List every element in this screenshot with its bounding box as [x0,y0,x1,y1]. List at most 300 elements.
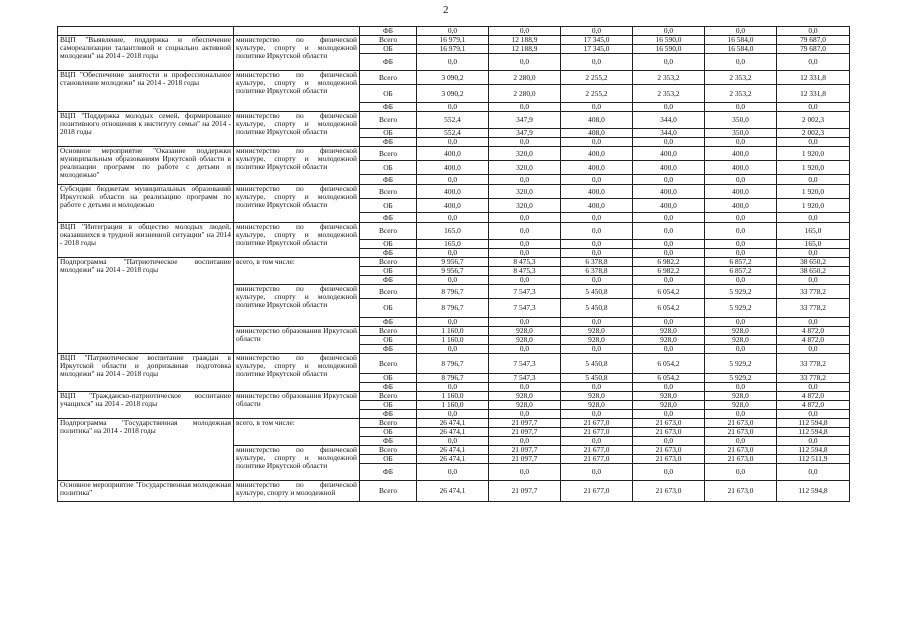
year-value-cell: 3 090,2 [417,71,489,85]
year-value-cell: 17 345,0 [561,36,633,45]
budget-table-body [58,27,850,502]
year-value-cell: 21 673,0 [633,428,705,437]
total-value-cell: 165,0 [777,240,850,249]
program-name-cell: Основное мероприятие "Оказание поддержки муниципальным образованиям Иркутской области в реализации программ по работе с детьми и молодежью" [58,147,234,185]
year-value-cell: 7 547,3 [489,285,561,299]
year-value-cell: 26 474,1 [417,455,489,464]
year-value-cell: 408,0 [561,112,633,129]
total-value-cell: 0,0 [777,276,850,285]
table-row [58,112,850,129]
year-value-cell: 928,0 [561,336,633,345]
year-value-cell: 6 982,2 [633,258,705,267]
total-value-cell: 0,0 [777,345,850,354]
program-name-cell: ВЦП "Интеграция в общество молодых людей, оказавшихся в трудной жизненной ситуации" на 2014 - 2018 годы [58,223,234,258]
year-value-cell: 408,0 [561,129,633,138]
page-number: 2 [443,4,449,16]
year-value-cell: 21 677,0 [561,428,633,437]
year-value-cell: 5 450,8 [561,374,633,383]
total-value-cell: 2 002,3 [777,129,850,138]
year-value-cell: 400,0 [417,185,489,199]
year-value-cell: 0,0 [633,103,705,112]
total-value-cell: 1 920,0 [777,161,850,175]
year-value-cell: 0,0 [633,223,705,240]
year-value-cell: 0,0 [705,27,777,36]
funding-source-cell: ОБ [360,299,417,318]
year-value-cell: 0,0 [489,345,561,354]
total-value-cell: 112 594,8 [777,419,850,428]
year-value-cell: 928,0 [489,327,561,336]
total-value-cell: 0,0 [777,318,850,327]
program-name-cell: Подпрограмма "Патриотическое воспитание молодежи" на 2014 - 2018 годы [58,258,234,354]
year-value-cell: 0,0 [633,138,705,147]
year-value-cell: 0,0 [561,138,633,147]
year-value-cell: 0,0 [633,318,705,327]
year-value-cell: 0,0 [705,175,777,185]
funding-source-cell: Всего [360,354,417,374]
year-value-cell: 6 054,2 [633,374,705,383]
year-value-cell: 0,0 [705,223,777,240]
funding-source-cell: ФБ [360,318,417,327]
total-value-cell: 33 778,2 [777,374,850,383]
year-value-cell: 400,0 [633,185,705,199]
year-value-cell: 0,0 [561,27,633,36]
year-value-cell: 8 796,7 [417,285,489,299]
year-value-cell: 2 353,2 [633,71,705,85]
year-value-cell: 0,0 [489,318,561,327]
total-value-cell: 4 872,0 [777,327,850,336]
year-value-cell: 16 590,0 [633,45,705,54]
year-value-cell: 0,0 [417,213,489,223]
responsible-executor-cell: министерство образования Иркутской области [234,327,360,354]
year-value-cell: 928,0 [705,401,777,410]
responsible-executor-cell: министерство по физической культуре, спорту и молодежной политике Иркутской области [234,36,360,71]
total-value-cell: 1 920,0 [777,185,850,199]
program-name-cell: ВЦП "Патриотическое воспитание граждан в Иркутской области и допризывная подготовка молодежи" на 2014 - 2018 годы [58,354,234,392]
year-value-cell: 0,0 [633,383,705,392]
responsible-executor-cell [234,27,360,36]
year-value-cell: 16 979,1 [417,36,489,45]
year-value-cell: 0,0 [705,437,777,446]
year-value-cell: 0,0 [561,410,633,419]
year-value-cell: 0,0 [417,410,489,419]
table-row [58,392,850,401]
year-value-cell: 347,9 [489,112,561,129]
year-value-cell: 0,0 [705,249,777,258]
year-value-cell: 320,0 [489,185,561,199]
funding-source-cell: ФБ [360,464,417,481]
total-value-cell: 112 594,8 [777,428,850,437]
total-value-cell: 79 687,0 [777,45,850,54]
funding-source-cell: Всего [360,185,417,199]
year-value-cell: 0,0 [417,249,489,258]
year-value-cell: 0,0 [633,464,705,481]
year-value-cell: 3 090,2 [417,85,489,103]
year-value-cell: 21 673,0 [705,446,777,455]
year-value-cell: 928,0 [633,392,705,401]
year-value-cell: 6 378,8 [561,267,633,276]
year-value-cell: 16 584,0 [705,45,777,54]
funding-source-cell: Всего [360,419,417,428]
total-value-cell: 112 511,9 [777,455,850,464]
total-value-cell: 0,0 [777,410,850,419]
year-value-cell: 0,0 [417,138,489,147]
program-name-cell: Основное мероприятие "Государственная молодежная политика" [58,481,234,502]
year-value-cell: 21 677,0 [561,419,633,428]
program-name-cell: ВЦП "Гражданско-патриотическое воспитание учащихся" на 2014 - 2018 годы [58,392,234,419]
responsible-executor-cell: всего, в том числе: [234,419,360,446]
year-value-cell: 0,0 [705,138,777,147]
funding-source-cell: ОБ [360,428,417,437]
year-value-cell: 928,0 [489,392,561,401]
year-value-cell: 928,0 [561,392,633,401]
total-value-cell: 12 331,8 [777,85,850,103]
year-value-cell: 5 450,8 [561,299,633,318]
budget-table [57,26,850,502]
year-value-cell: 928,0 [489,336,561,345]
year-value-cell: 1 160,0 [417,327,489,336]
year-value-cell: 320,0 [489,147,561,161]
year-value-cell: 552,4 [417,129,489,138]
funding-source-cell: ФБ [360,175,417,185]
year-value-cell: 0,0 [489,464,561,481]
year-value-cell: 0,0 [489,410,561,419]
year-value-cell: 0,0 [561,223,633,240]
table-row [58,481,850,502]
total-value-cell: 4 872,0 [777,392,850,401]
year-value-cell: 2 353,2 [633,85,705,103]
total-value-cell: 0,0 [777,138,850,147]
table-row [58,71,850,85]
year-value-cell: 0,0 [561,437,633,446]
year-value-cell: 2 280,0 [489,71,561,85]
total-value-cell: 0,0 [777,27,850,36]
responsible-executor-cell: министерство по физической культуре, спорту и молодежной политике Иркутской области [234,112,360,147]
year-value-cell: 320,0 [489,161,561,175]
year-value-cell: 0,0 [705,318,777,327]
year-value-cell: 928,0 [633,401,705,410]
year-value-cell: 0,0 [561,54,633,71]
year-value-cell: 0,0 [489,54,561,71]
total-value-cell: 38 650,2 [777,258,850,267]
funding-source-cell: ОБ [360,129,417,138]
funding-source-cell: ОБ [360,161,417,175]
year-value-cell: 6 982,2 [633,267,705,276]
funding-source-cell: Всего [360,71,417,85]
year-value-cell: 12 188,9 [489,45,561,54]
year-value-cell: 0,0 [417,103,489,112]
total-value-cell: 0,0 [777,213,850,223]
total-value-cell: 0,0 [777,249,850,258]
year-value-cell: 0,0 [633,410,705,419]
total-value-cell: 38 650,2 [777,267,850,276]
year-value-cell: 2 280,0 [489,85,561,103]
year-value-cell: 0,0 [633,345,705,354]
year-value-cell: 0,0 [633,240,705,249]
year-value-cell: 0,0 [417,276,489,285]
year-value-cell: 0,0 [561,276,633,285]
funding-source-cell: Всего [360,285,417,299]
year-value-cell: 8 796,7 [417,354,489,374]
year-value-cell: 1 160,0 [417,392,489,401]
year-value-cell: 0,0 [561,464,633,481]
year-value-cell: 0,0 [705,240,777,249]
year-value-cell: 400,0 [705,185,777,199]
year-value-cell: 0,0 [561,175,633,185]
year-value-cell: 0,0 [705,103,777,112]
year-value-cell: 21 097,7 [489,455,561,464]
year-value-cell: 928,0 [705,336,777,345]
responsible-executor-cell: министерство по физической культуре, спорту и молодежной политике Иркутской области [234,71,360,112]
year-value-cell: 0,0 [489,437,561,446]
year-value-cell: 0,0 [489,249,561,258]
total-value-cell: 112 594,8 [777,446,850,455]
year-value-cell: 400,0 [561,185,633,199]
year-value-cell: 0,0 [489,240,561,249]
total-value-cell: 2 002,3 [777,112,850,129]
year-value-cell: 21 673,0 [633,419,705,428]
year-value-cell: 0,0 [633,213,705,223]
year-value-cell: 400,0 [705,147,777,161]
funding-source-cell: ОБ [360,85,417,103]
year-value-cell: 8 475,3 [489,267,561,276]
responsible-executor-cell: министерство по физической культуре, спорту и молодежной [234,481,360,502]
year-value-cell: 5 929,2 [705,374,777,383]
year-value-cell: 21 097,7 [489,481,561,502]
year-value-cell: 0,0 [561,249,633,258]
table-row [58,36,850,45]
year-value-cell: 928,0 [633,336,705,345]
year-value-cell: 8 475,3 [489,258,561,267]
total-value-cell: 0,0 [777,175,850,185]
year-value-cell: 400,0 [561,161,633,175]
year-value-cell: 0,0 [705,383,777,392]
total-value-cell: 79 687,0 [777,36,850,45]
table-row [58,258,850,267]
total-value-cell: 0,0 [777,437,850,446]
funding-source-cell: ОБ [360,240,417,249]
year-value-cell: 17 345,0 [561,45,633,54]
year-value-cell: 928,0 [489,401,561,410]
responsible-executor-cell: министерство по физической культуре, спорту и молодежной политике Иркутской области [234,223,360,258]
funding-source-cell: ФБ [360,27,417,36]
year-value-cell: 6 857,2 [705,267,777,276]
year-value-cell: 400,0 [561,147,633,161]
program-name-cell: Подпрограмма "Государственная молодежная политика" на 2014 - 2018 годы [58,419,234,481]
year-value-cell: 21 673,0 [705,419,777,428]
funding-source-cell: ОБ [360,336,417,345]
program-name-cell [58,27,234,36]
year-value-cell: 928,0 [561,327,633,336]
responsible-executor-cell: всего, в том числе: [234,258,360,285]
year-value-cell: 9 956,7 [417,267,489,276]
total-value-cell: 0,0 [777,464,850,481]
year-value-cell: 0,0 [705,213,777,223]
funding-source-cell: Всего [360,36,417,45]
year-value-cell: 6 054,2 [633,354,705,374]
year-value-cell: 400,0 [417,147,489,161]
funding-source-cell: ФБ [360,103,417,112]
year-value-cell: 344,0 [633,112,705,129]
year-value-cell: 2 255,2 [561,71,633,85]
year-value-cell: 0,0 [417,54,489,71]
year-value-cell: 6 857,2 [705,258,777,267]
funding-source-cell: ОБ [360,401,417,410]
total-value-cell: 4 872,0 [777,336,850,345]
year-value-cell: 26 474,1 [417,419,489,428]
funding-source-cell: ФБ [360,54,417,71]
year-value-cell: 1 160,0 [417,401,489,410]
year-value-cell: 0,0 [561,240,633,249]
year-value-cell: 0,0 [417,383,489,392]
year-value-cell: 0,0 [633,437,705,446]
year-value-cell: 400,0 [633,147,705,161]
year-value-cell: 347,9 [489,129,561,138]
funding-source-cell: ОБ [360,455,417,464]
year-value-cell: 400,0 [633,161,705,175]
year-value-cell: 0,0 [633,276,705,285]
funding-source-cell: Всего [360,223,417,240]
funding-source-cell: Всего [360,392,417,401]
total-value-cell: 0,0 [777,103,850,112]
year-value-cell: 0,0 [489,383,561,392]
year-value-cell: 0,0 [489,223,561,240]
funding-source-cell: ФБ [360,437,417,446]
year-value-cell: 0,0 [417,437,489,446]
year-value-cell: 0,0 [705,464,777,481]
table-row [58,185,850,199]
year-value-cell: 21 673,0 [705,481,777,502]
year-value-cell: 0,0 [489,138,561,147]
year-value-cell: 0,0 [633,249,705,258]
year-value-cell: 0,0 [633,175,705,185]
year-value-cell: 21 677,0 [561,446,633,455]
total-value-cell: 33 778,2 [777,285,850,299]
year-value-cell: 21 673,0 [705,455,777,464]
year-value-cell: 0,0 [489,175,561,185]
total-value-cell: 165,0 [777,223,850,240]
year-value-cell: 21 097,7 [489,428,561,437]
funding-source-cell: ОБ [360,199,417,213]
year-value-cell: 7 547,3 [489,354,561,374]
year-value-cell: 21 097,7 [489,446,561,455]
funding-source-cell: ФБ [360,383,417,392]
year-value-cell: 2 353,2 [705,71,777,85]
year-value-cell: 0,0 [489,213,561,223]
year-value-cell: 16 590,0 [633,36,705,45]
program-name-cell: ВЦП "Обеспечение занятости и профессиональное становление молодежи" на 2014 - 2018 годы [58,71,234,112]
program-name-cell: ВЦП "Выявление, поддержка и обеспечение самореализации талантливой и социально активной молодежи" на 2014 - 2018 годы [58,36,234,71]
funding-source-cell: Всего [360,112,417,129]
year-value-cell: 400,0 [705,199,777,213]
year-value-cell: 16 584,0 [705,36,777,45]
year-value-cell: 7 547,3 [489,374,561,383]
year-value-cell: 165,0 [417,240,489,249]
year-value-cell: 320,0 [489,199,561,213]
year-value-cell: 5 450,8 [561,354,633,374]
year-value-cell: 0,0 [561,345,633,354]
program-name-cell: ВЦП "Поддержка молодых семей, формирование позитивного отношения к институту семьи" на 2014 - 2018 годы [58,112,234,147]
table-row [58,27,850,36]
year-value-cell: 928,0 [633,327,705,336]
funding-source-cell: ФБ [360,138,417,147]
year-value-cell: 350,0 [705,129,777,138]
year-value-cell: 552,4 [417,112,489,129]
year-value-cell: 6 054,2 [633,299,705,318]
year-value-cell: 26 474,1 [417,481,489,502]
year-value-cell: 0,0 [489,103,561,112]
year-value-cell: 0,0 [705,54,777,71]
funding-source-cell: ОБ [360,267,417,276]
year-value-cell: 0,0 [489,276,561,285]
total-value-cell: 1 920,0 [777,199,850,213]
year-value-cell: 9 956,7 [417,258,489,267]
year-value-cell: 0,0 [705,345,777,354]
year-value-cell: 21 097,7 [489,419,561,428]
year-value-cell: 0,0 [561,383,633,392]
responsible-executor-cell: министерство по физической культуре, спорту и молодежной политике Иркутской области [234,185,360,223]
year-value-cell: 165,0 [417,223,489,240]
year-value-cell: 344,0 [633,129,705,138]
table-row [58,419,850,428]
table-row [58,223,850,240]
year-value-cell: 5 929,2 [705,354,777,374]
program-name-cell: Субсидии бюджетам муниципальных образований Иркутской области на реализацию программ по работе с детьми и молодежью [58,185,234,223]
year-value-cell: 0,0 [561,103,633,112]
year-value-cell: 2 255,2 [561,85,633,103]
responsible-executor-cell: министерство по физической культуре, спорту и молодежной политике Иркутской области [234,147,360,185]
year-value-cell: 400,0 [561,199,633,213]
year-value-cell: 0,0 [633,54,705,71]
funding-source-cell: ФБ [360,410,417,419]
responsible-executor-cell: министерство по физической культуре, спорту и молодежной политике Иркутской области [234,446,360,481]
year-value-cell: 0,0 [417,175,489,185]
funding-source-cell: ФБ [360,249,417,258]
year-value-cell: 16 979,1 [417,45,489,54]
total-value-cell: 33 778,2 [777,354,850,374]
year-value-cell: 928,0 [705,392,777,401]
total-value-cell: 4 872,0 [777,401,850,410]
year-value-cell: 8 796,7 [417,299,489,318]
year-value-cell: 0,0 [561,213,633,223]
total-value-cell: 112 594,8 [777,481,850,502]
year-value-cell: 0,0 [417,345,489,354]
total-value-cell: 1 920,0 [777,147,850,161]
year-value-cell: 5 929,2 [705,299,777,318]
funding-source-cell: ФБ [360,345,417,354]
total-value-cell: 12 331,8 [777,71,850,85]
funding-source-cell: Всего [360,327,417,336]
year-value-cell: 21 677,0 [561,481,633,502]
responsible-executor-cell: министерство по физической культуре, спорту и молодежной политике Иркутской области [234,354,360,392]
year-value-cell: 8 796,7 [417,374,489,383]
year-value-cell: 21 673,0 [705,428,777,437]
year-value-cell: 0,0 [705,276,777,285]
funding-source-cell: Всего [360,446,417,455]
year-value-cell: 400,0 [417,161,489,175]
year-value-cell: 0,0 [705,410,777,419]
year-value-cell: 5 929,2 [705,285,777,299]
table-row [58,354,850,374]
funding-source-cell: ОБ [360,374,417,383]
total-value-cell: 0,0 [777,54,850,71]
funding-source-cell: ОБ [360,45,417,54]
year-value-cell: 928,0 [561,401,633,410]
year-value-cell: 26 474,1 [417,446,489,455]
funding-source-cell: Всего [360,258,417,267]
year-value-cell: 1 160,0 [417,336,489,345]
year-value-cell: 0,0 [417,27,489,36]
year-value-cell: 21 673,0 [633,481,705,502]
